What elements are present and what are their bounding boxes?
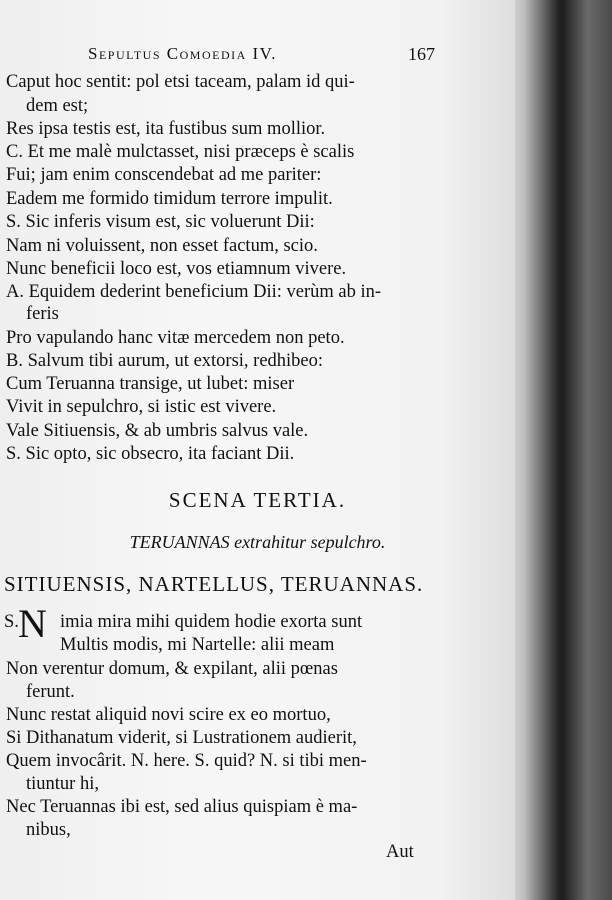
drop-capital: N (18, 601, 47, 646)
verse-line: nibus, (26, 820, 71, 840)
verse-line: dem est; (26, 96, 89, 116)
verse-line: Si Dithanatum viderit, si Lustrationem audierit, (6, 728, 357, 748)
verse-line: imia mira mihi quidem hodie exorta sunt (60, 612, 363, 632)
verse-line: feris (26, 304, 59, 324)
speaker-label: S. (4, 612, 19, 632)
verse-line: C. Et me malè mulctasset, nisi præceps è scalis (6, 142, 355, 162)
verse-line: tiuntur hi, (26, 774, 99, 794)
verse-line: B. Salvum tibi aurum, ut extorsi, redhibeo: (6, 351, 324, 371)
verse-line: Pro vapulando hanc vitæ mercedem non peto. (6, 328, 345, 348)
verse-line: Vale Sitiuensis, & ab umbris salvus vale. (6, 421, 309, 441)
verse-line: Fui; jam enim conscendebat ad me pariter: (6, 165, 322, 185)
verse-line: Vivit in sepulchro, si istic est vivere. (6, 397, 277, 417)
scene-subtitle: TERUANNAS extrahitur sepulchro. (129, 532, 386, 552)
verse-line: Quem invocârit. N. here. S. quid? N. si tibi men- (6, 751, 367, 771)
verse-line: Eadem me formido timidum terrore impulit. (6, 189, 333, 209)
verse-line: Caput hoc sentit: pol etsi taceam, palam id qui- (6, 72, 355, 92)
page-number: 167 (408, 44, 435, 64)
verse-line: Multis modis, mi Nartelle: alii meam (60, 635, 335, 655)
verse-line: ferunt. (26, 682, 75, 702)
catchword: Aut (386, 842, 414, 862)
verse-line: Non verentur domum, & expilant, alii pœnas (6, 659, 338, 679)
running-title: Sepultus Comoedia IV. (88, 44, 278, 63)
verse-line: Nunc beneficii loco est, vos etiamnum vivere. (6, 259, 347, 279)
scene-title: SCENA TERTIA. (168, 488, 347, 512)
verse-line: Res ipsa testis est, ita fustibus sum mollior. (6, 119, 326, 139)
verse-line: Nec Teruannas ibi est, sed alius quispiam è ma- (6, 797, 358, 817)
verse-line: A. Equidem dederint beneficium Dii: verùm ab in- (6, 282, 382, 302)
verse-line: Nam ni voluissent, non esset factum, scio. (6, 236, 318, 256)
page-edge (510, 0, 558, 900)
cast-list: SITIUENSIS, NARTELLUS, TERUANNAS. (4, 572, 424, 596)
verse-line: Cum Teruanna transige, ut lubet: miser (6, 374, 295, 394)
verse-line: S. Sic inferis visum est, sic voluerunt Dii: (6, 212, 315, 232)
verse-line: S. Sic opto, sic obsecro, ita faciant Dii. (6, 444, 295, 464)
verse-line: Nunc restat aliquid novi scire ex eo mortuo, (6, 705, 331, 725)
